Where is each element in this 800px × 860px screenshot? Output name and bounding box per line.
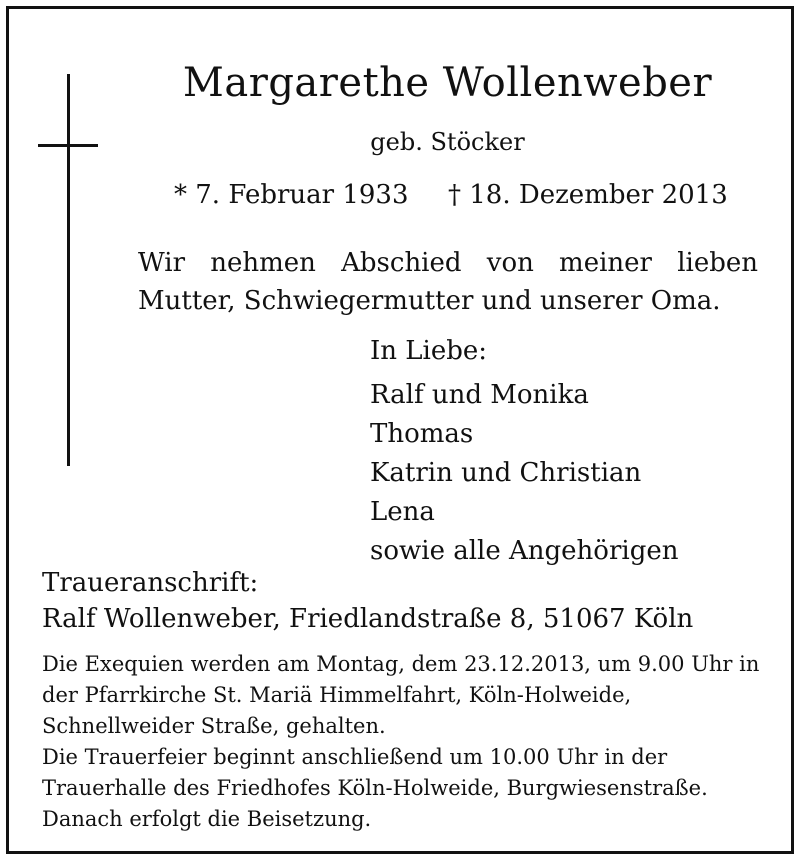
mourner-name: Ralf und Monika [370, 380, 589, 410]
farewell-line: Mutter, Schwiegermutter und unserer Oma. [138, 286, 721, 316]
info-line: Die Exequien werden am Montag, dem 23.12.2013, um 9.00 Uhr in [42, 652, 760, 676]
in-love-label: In Liebe: [370, 336, 488, 366]
info-line: Trauerhalle des Friedhofes Köln-Holweide, Burgwiesenstraße. [42, 776, 708, 800]
death-date: † 18. Dezember 2013 [448, 180, 728, 210]
address: Ralf Wollenweber, Friedlandstraße 8, 51067 Köln [42, 604, 694, 634]
birth-date: * 7. Februar 1933 [174, 180, 409, 210]
address-label: Traueranschrift: [42, 568, 259, 598]
info-line: Danach erfolgt die Beisetzung. [42, 807, 372, 831]
info-line: Die Trauerfeier beginnt anschließend um 10.00 Uhr in der [42, 745, 668, 769]
farewell-text [138, 244, 758, 320]
mourner-name: Lena [370, 497, 435, 527]
mourner-name: Thomas [370, 419, 474, 449]
mourner-name: Katrin und Christian [370, 458, 642, 488]
info-line: Schnellweider Straße, gehalten. [42, 714, 386, 738]
deceased-name: Margarethe Wollenweber [182, 60, 713, 106]
mourner-name: sowie alle Angehörigen [370, 536, 679, 566]
info-line: der Pfarrkirche St. Mariä Himmelfahrt, Köln-Holweide, [42, 683, 632, 707]
farewell-line: Wir nehmen Abschied von meiner lieben [138, 248, 758, 278]
birth-name: geb. Stöcker [370, 128, 525, 156]
